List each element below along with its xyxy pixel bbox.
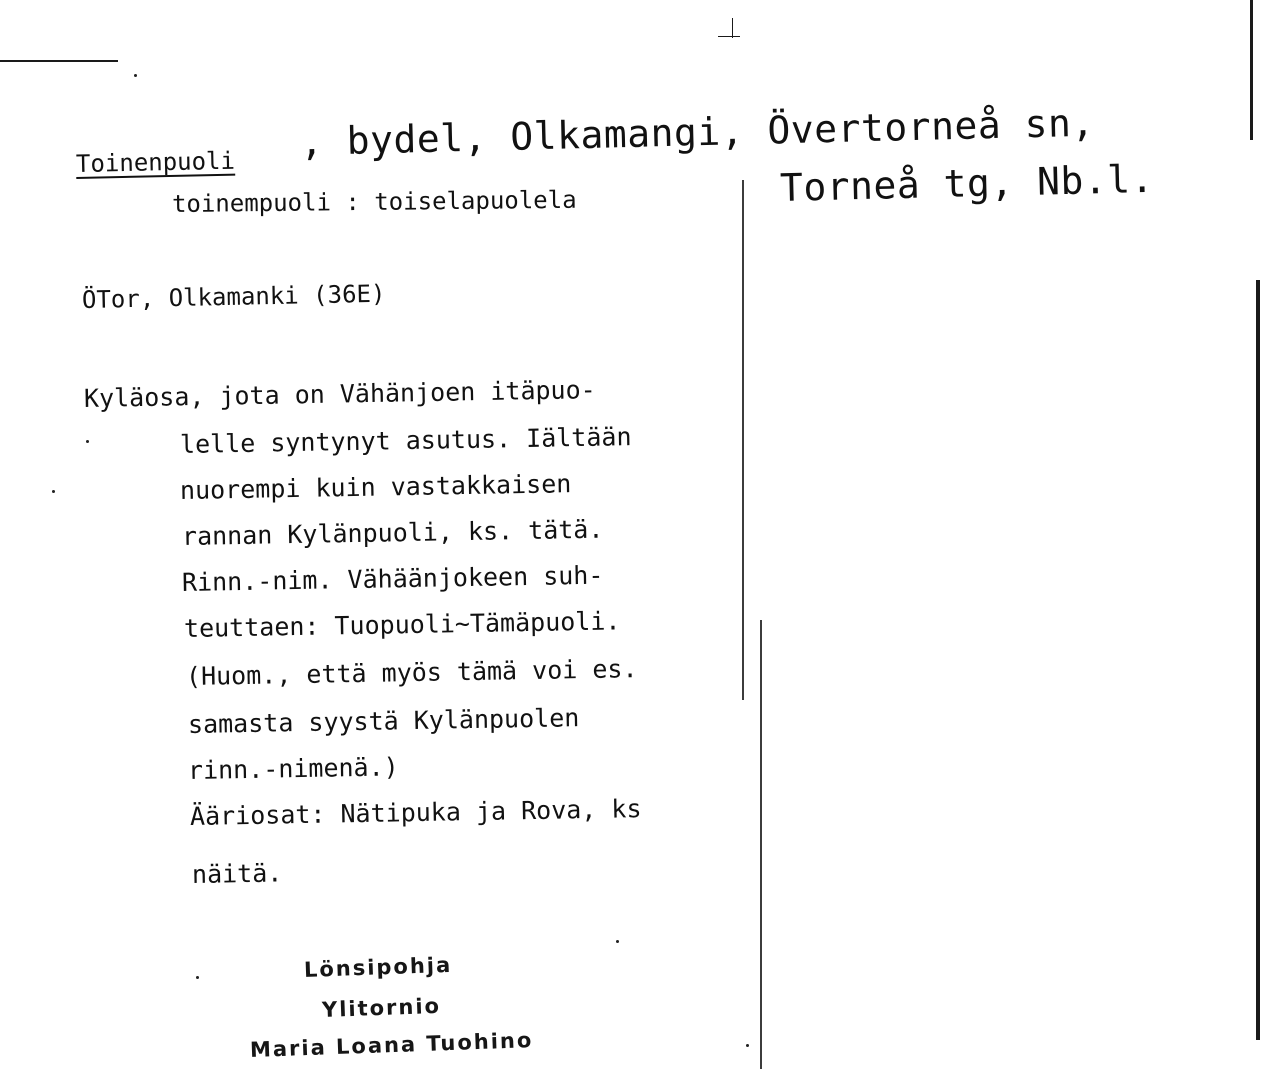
scan-speck: [52, 490, 55, 493]
body-line: näitä.: [191, 858, 283, 889]
top-left-rule: [0, 60, 118, 62]
body-line: rannan Kylänpuoli, ks. tätä.: [181, 514, 604, 551]
source-reference: ÖTor, Olkamanki (36E): [81, 279, 386, 314]
scan-speck: [746, 1044, 749, 1047]
scan-speck: [86, 440, 89, 443]
scan-speck: [134, 74, 137, 77]
dialect-variant: toinempuoli : toiselapuolela: [171, 185, 577, 218]
top-center-tick-vertical: [732, 18, 733, 38]
body-line: teuttaen: Tuopuoli~Tämäpuoli.: [183, 606, 621, 643]
body-line: Ääriosat: Nätipuka ja Rova, ks: [189, 794, 642, 831]
top-center-tick: [718, 36, 740, 37]
right-edge-rule-top: [1250, 0, 1253, 140]
collector-name: Maria Loana Tuohino: [249, 1028, 534, 1062]
headword-description-continued: Torneå tg, Nb.l.: [779, 156, 1155, 210]
body-line: lelle syntynyt asutus. Iältään: [179, 422, 632, 459]
collector-municipality: Ylitornio: [321, 993, 442, 1022]
scan-speck: [196, 976, 199, 979]
body-line: Rinn.-nim. Vähäänjokeen suh-: [181, 560, 604, 597]
body-line: Kyläosa, jota on Vähänjoen itäpuo-: [83, 375, 596, 413]
center-vertical-rule: [742, 180, 744, 700]
scan-speck: [616, 940, 619, 943]
body-line: nuorempi kuin vastakkaisen: [179, 469, 572, 505]
headword-description: , bydel, Olkamangi, Övertorneå sn,: [299, 100, 1096, 164]
body-line: samasta syystä Kylänpuolen: [187, 703, 580, 739]
collector-place: Lönsipohja: [303, 952, 453, 982]
body-line: rinn.-nimenä.): [187, 752, 399, 785]
right-edge-rule-bottom: [1256, 280, 1260, 1040]
center-vertical-rule-lower: [760, 620, 762, 1069]
headword: Toinenpuoli: [75, 146, 236, 178]
body-line: (Huom., että myös tämä voi es.: [185, 654, 638, 691]
